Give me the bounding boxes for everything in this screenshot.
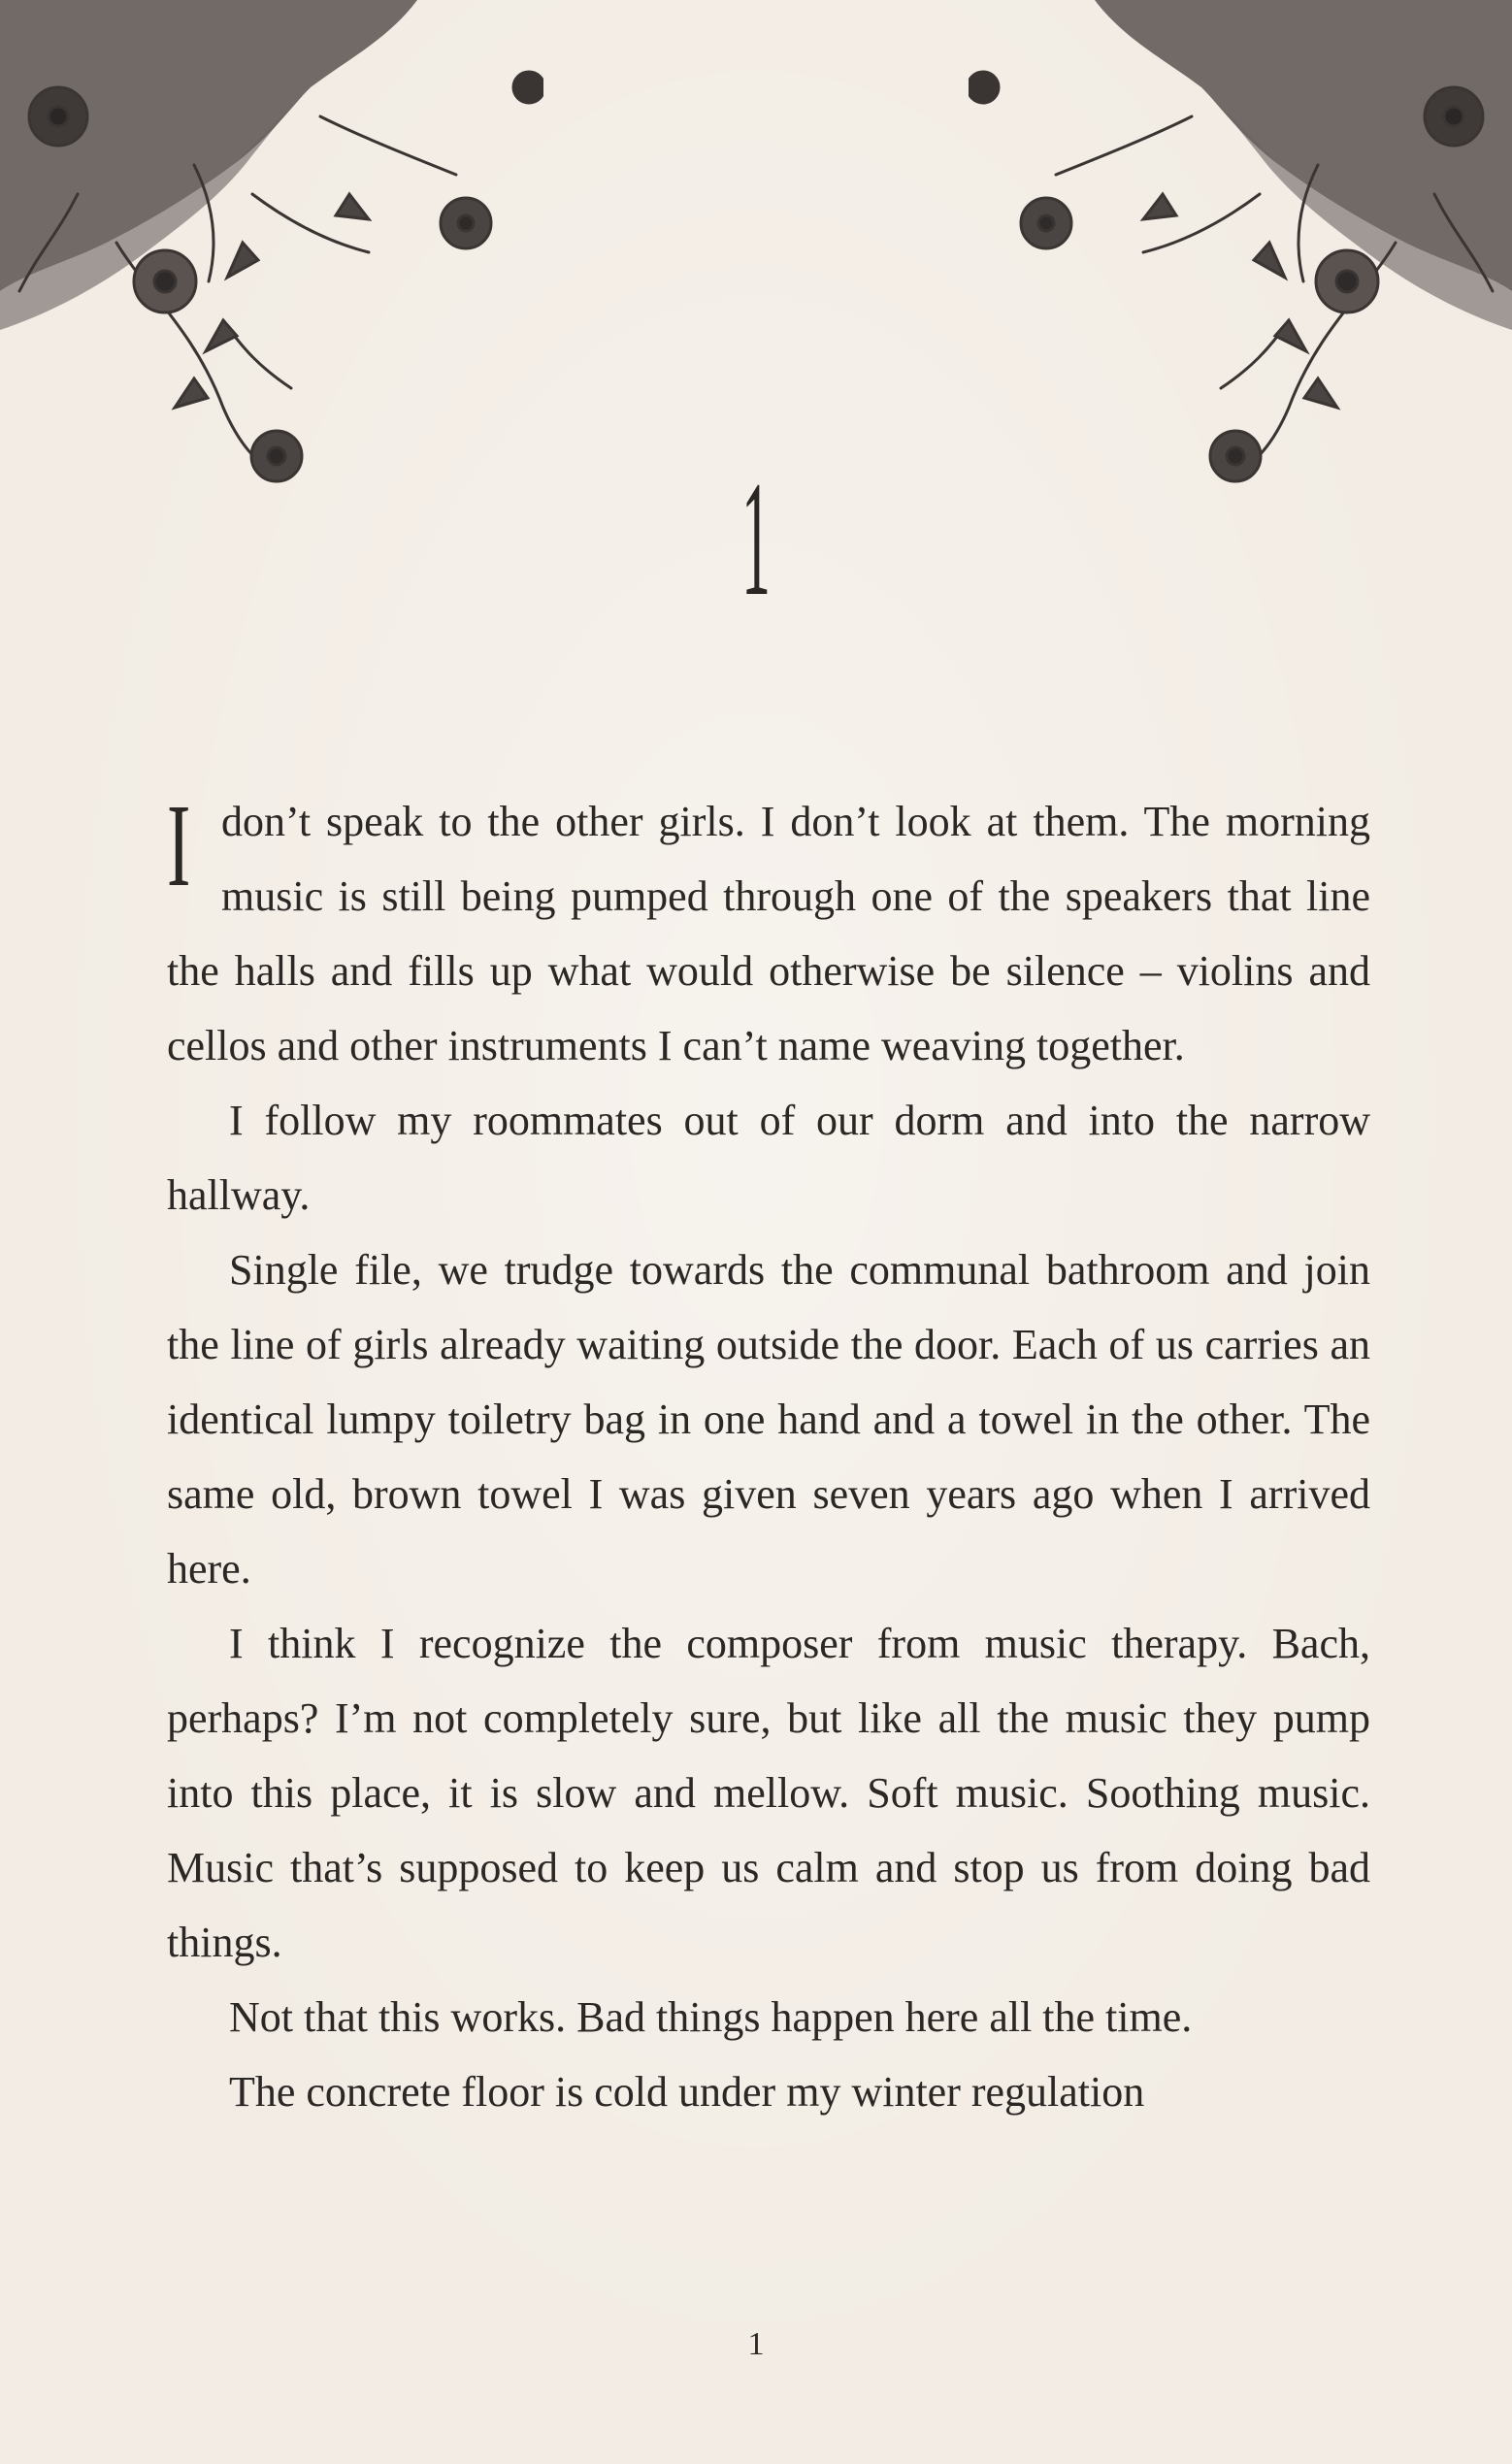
chapter-body xyxy=(167,780,1370,2129)
paragraph: Single file, we trudge towards the communal bathroom and join the line of girls already waiting outside the door. Each of us carries an identical lumpy toiletry bag in one hand and a towel in the other. The same old, brown towel I was given seven years ago when I arrived here. xyxy=(167,1246,1370,1593)
drop-cap: I xyxy=(167,780,191,911)
paragraph: I follow my roommates out of our dorm and into the narrow hallway. xyxy=(167,1097,1370,1219)
paragraph: I think I recognize the composer from music therapy. Bach, perhaps? I’m not completely sure, but like all the music they pump into this place, it is slow and mellow. Soft music. Soothing music. Music that’s supposed to keep us calm and stop us from doing bad things. xyxy=(167,1620,1370,1966)
paragraph-text: don’t speak to the other girls. I don’t look at them. The morning music is still being pumped through one of the speakers that line the halls and fills up what would otherwise be silence – violins and cellos and other instruments I can’t name weaving together. xyxy=(167,798,1370,1069)
chapter-number: 1 xyxy=(741,447,771,630)
page-number: 1 xyxy=(747,2326,765,2362)
paragraph xyxy=(167,780,1370,1083)
paragraph: Not that this works. Bad things happen here all the time. xyxy=(229,1993,1193,2041)
paragraph: The concrete floor is cold under my winter regulation xyxy=(229,2068,1145,2116)
flower-vine-right-icon xyxy=(969,0,1512,505)
flower-vine-left-icon xyxy=(0,0,543,505)
